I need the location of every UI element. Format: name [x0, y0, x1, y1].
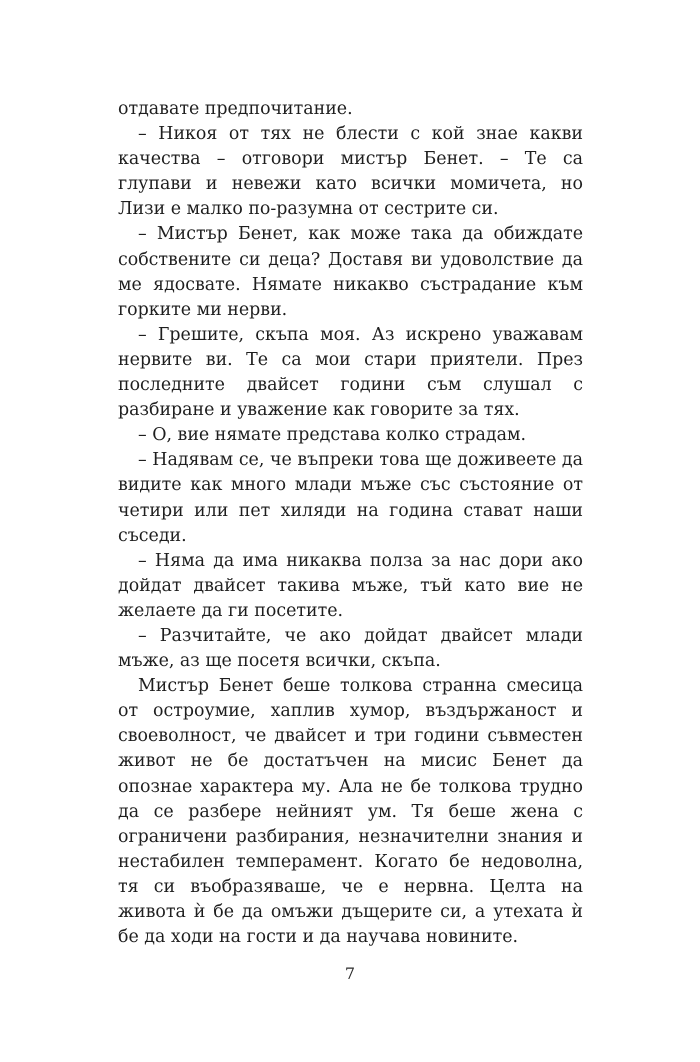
paragraph: – Никоя от тях не блести с кой знае какви качества – отговори мистър Бенет. – Те са глупави и невежи като всички момичета, но Лизи е малко по-разумна от сестрите си. — [118, 124, 583, 220]
paragraph: – Разчитайте, че ако дойдат двайсет млади мъже, аз ще посетя всички, скъпа. — [118, 625, 583, 672]
paragraph: отдавате предпочитание. — [118, 99, 353, 119]
paragraph: – Няма да има никаква полза за нас дори ако дойдат двайсет такива мъже, тъй като вие не желаете да ги посетите. — [118, 550, 583, 621]
paragraph: – Надявам се, че въпреки това ще доживеете да видите как много млади мъже със състояние от четири или пет хиляди на година стават наши съседи. — [118, 450, 583, 546]
paragraph: – Мистър Бенет, как може така да обиждате собствените си деца? Доставя ви удоволствие да ме ядосвате. Нямате никакво състрадание към горките ми нерви. — [118, 224, 583, 320]
paragraph: – Грешите, скъпа моя. Аз искрено уважавам нервите ви. Те са мои стари приятели. През последните двайсет години съм слушал с разбиране и уважение как говорите за тях. — [118, 324, 583, 421]
page-number: 7 — [344, 964, 356, 983]
paragraph: – О, вие нямате представа колко страдам. — [138, 425, 527, 446]
body-text — [118, 97, 583, 950]
paragraph: Мистър Бенет беше толкова странна смесица от остроумие, хаплив хумор, въздържаност и своеволност, че двайсет и три години съвместен живот не бе достатъчен на мисис Бенет да опознае характера му. Ала не бе толкова трудно да се разбере нейният ум. Тя беше жена с ограничени разбирания, незначителни знания и нестабилен темперамент. Когато бе недоволна, тя си въобразяваше, че е нервна. Целта на живота ѝ бе да омъжи дъщерите си, а утехата ѝ бе да ходи на гости и да научава новините. — [118, 676, 583, 948]
